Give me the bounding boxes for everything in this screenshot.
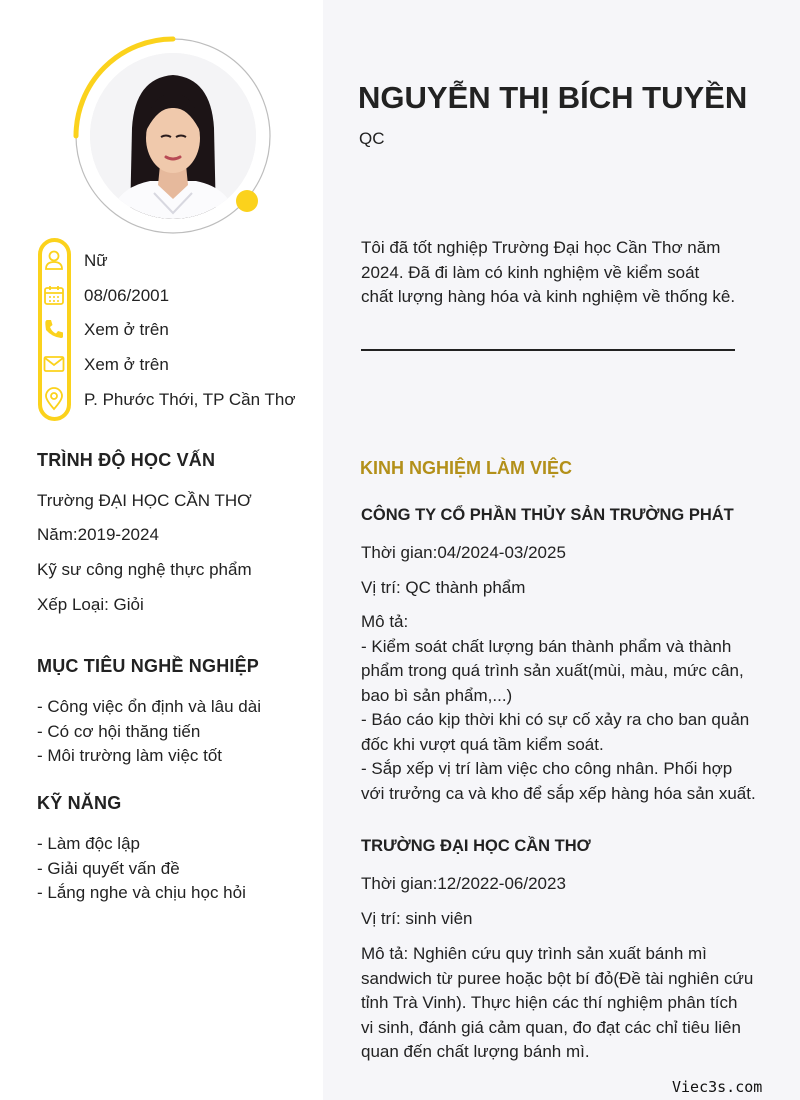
profile-photo (90, 53, 256, 219)
address-text: P. Phước Thới, TP Cần Thơ (84, 390, 296, 409)
phone-icon (42, 317, 66, 341)
job-desc-line: với trưởng ca và kho để sắp xếp hàng hóa sản xuất. (361, 783, 756, 803)
list-item: - Công việc ổn định và lâu dài (37, 697, 261, 716)
goals-list (37, 695, 261, 769)
job-desc-line: Mô tả: (361, 612, 409, 631)
job-position: Vị trí: sinh viên (361, 909, 473, 928)
education-years: Năm:2019-2024 (37, 525, 159, 544)
education-grade: Xếp Loại: Giỏi (37, 595, 144, 614)
job-desc-line: Mô tả: Nghiên cứu quy trình sản xuất bánh mì (361, 944, 707, 963)
birthday-text: 08/06/2001 (84, 286, 170, 305)
job-desc-line: sandwich từ puree hoặc bột bí đỏ(Đề tài nghiên cứu (361, 968, 754, 988)
gender-text: Nữ (84, 251, 108, 270)
job-desc-line: quan đến chất lượng bánh mì. (361, 1042, 590, 1061)
summary-line: Tôi đã tốt nghiệp Trường Đại học Cần Thơ năm (361, 238, 721, 257)
summary-line: chất lượng hàng hóa và kinh nghiệm về thống kê. (361, 287, 736, 306)
job-desc-line: vi sinh, đánh giá cảm quan, đo đạt các chỉ tiêu liên (361, 1017, 741, 1037)
job-desc-line: đốc khi vượt quá tầm kiểm soát. (361, 734, 604, 754)
divider (361, 349, 735, 351)
job-desc-line: bao bì sản phẩm,...) (361, 685, 513, 705)
list-item: - Có cơ hội thăng tiến (37, 721, 201, 741)
list-item: - Lắng nghe và chịu học hỏi (37, 883, 246, 902)
education-school: Trường ĐẠI HỌC CẦN THƠ (37, 491, 252, 510)
email-text: Xem ở trên (84, 355, 169, 374)
job-desc-line: - Kiểm soát chất lượng bán thành phẩm và thành (361, 636, 732, 656)
job-position: Vị trí: QC thành phẩm (361, 578, 526, 597)
skills-heading: KỸ NĂNG (37, 793, 122, 813)
avatar-frame (72, 35, 274, 237)
mail-icon (42, 352, 66, 376)
skills-list (37, 832, 246, 906)
job-period: Thời gian:04/2024-03/2025 (361, 543, 566, 562)
list-item: - Môi trường làm việc tốt (37, 746, 223, 765)
job-period: Thời gian:12/2022-06/2023 (361, 874, 566, 893)
location-pin-icon (42, 387, 66, 411)
summary-line: 2024. Đã đi làm có kinh nghiệm về kiểm soát (361, 262, 700, 282)
calendar-icon (42, 283, 66, 307)
person-icon (42, 248, 66, 272)
job-company: TRƯỜNG ĐẠI HỌC CẦN THƠ (361, 837, 591, 855)
summary-text (361, 236, 746, 310)
education-heading: TRÌNH ĐỘ HỌC VẤN (37, 450, 216, 470)
job-desc-line: - Sắp xếp vị trí làm việc cho công nhân. Phối hợp (361, 759, 733, 778)
job-description (361, 942, 761, 1065)
list-item: - Làm độc lập (37, 834, 140, 853)
full-name: NGUYỄN THỊ BÍCH TUYỀN (358, 80, 748, 115)
list-item: - Giải quyết vấn đề (37, 858, 180, 878)
experience-heading: KINH NGHIỆM LÀM VIỆC (360, 458, 573, 478)
job-description (361, 610, 761, 806)
job-desc-line: phẩm trong quá trình sản xuất(mùi, màu, mức cân, (361, 661, 744, 680)
education-degree: Kỹ sư công nghệ thực phẩm (37, 560, 252, 579)
job-desc-line: - Báo cáo kịp thời khi có sự cố xảy ra cho ban quản (361, 710, 750, 729)
job-title: QC (359, 129, 385, 148)
avatar (90, 53, 256, 219)
job-company: CÔNG TY CỔ PHẦN THỦY SẢN TRƯỜNG PHÁT (361, 506, 734, 524)
goals-heading: MỤC TIÊU NGHỀ NGHIỆP (37, 656, 260, 676)
phone-text: Xem ở trên (84, 320, 169, 339)
watermark: Viec3s.com (672, 1078, 763, 1096)
job-desc-line: tỉnh Trà Vinh). Thực hiện các thí nghiệm phân tích (361, 993, 738, 1012)
